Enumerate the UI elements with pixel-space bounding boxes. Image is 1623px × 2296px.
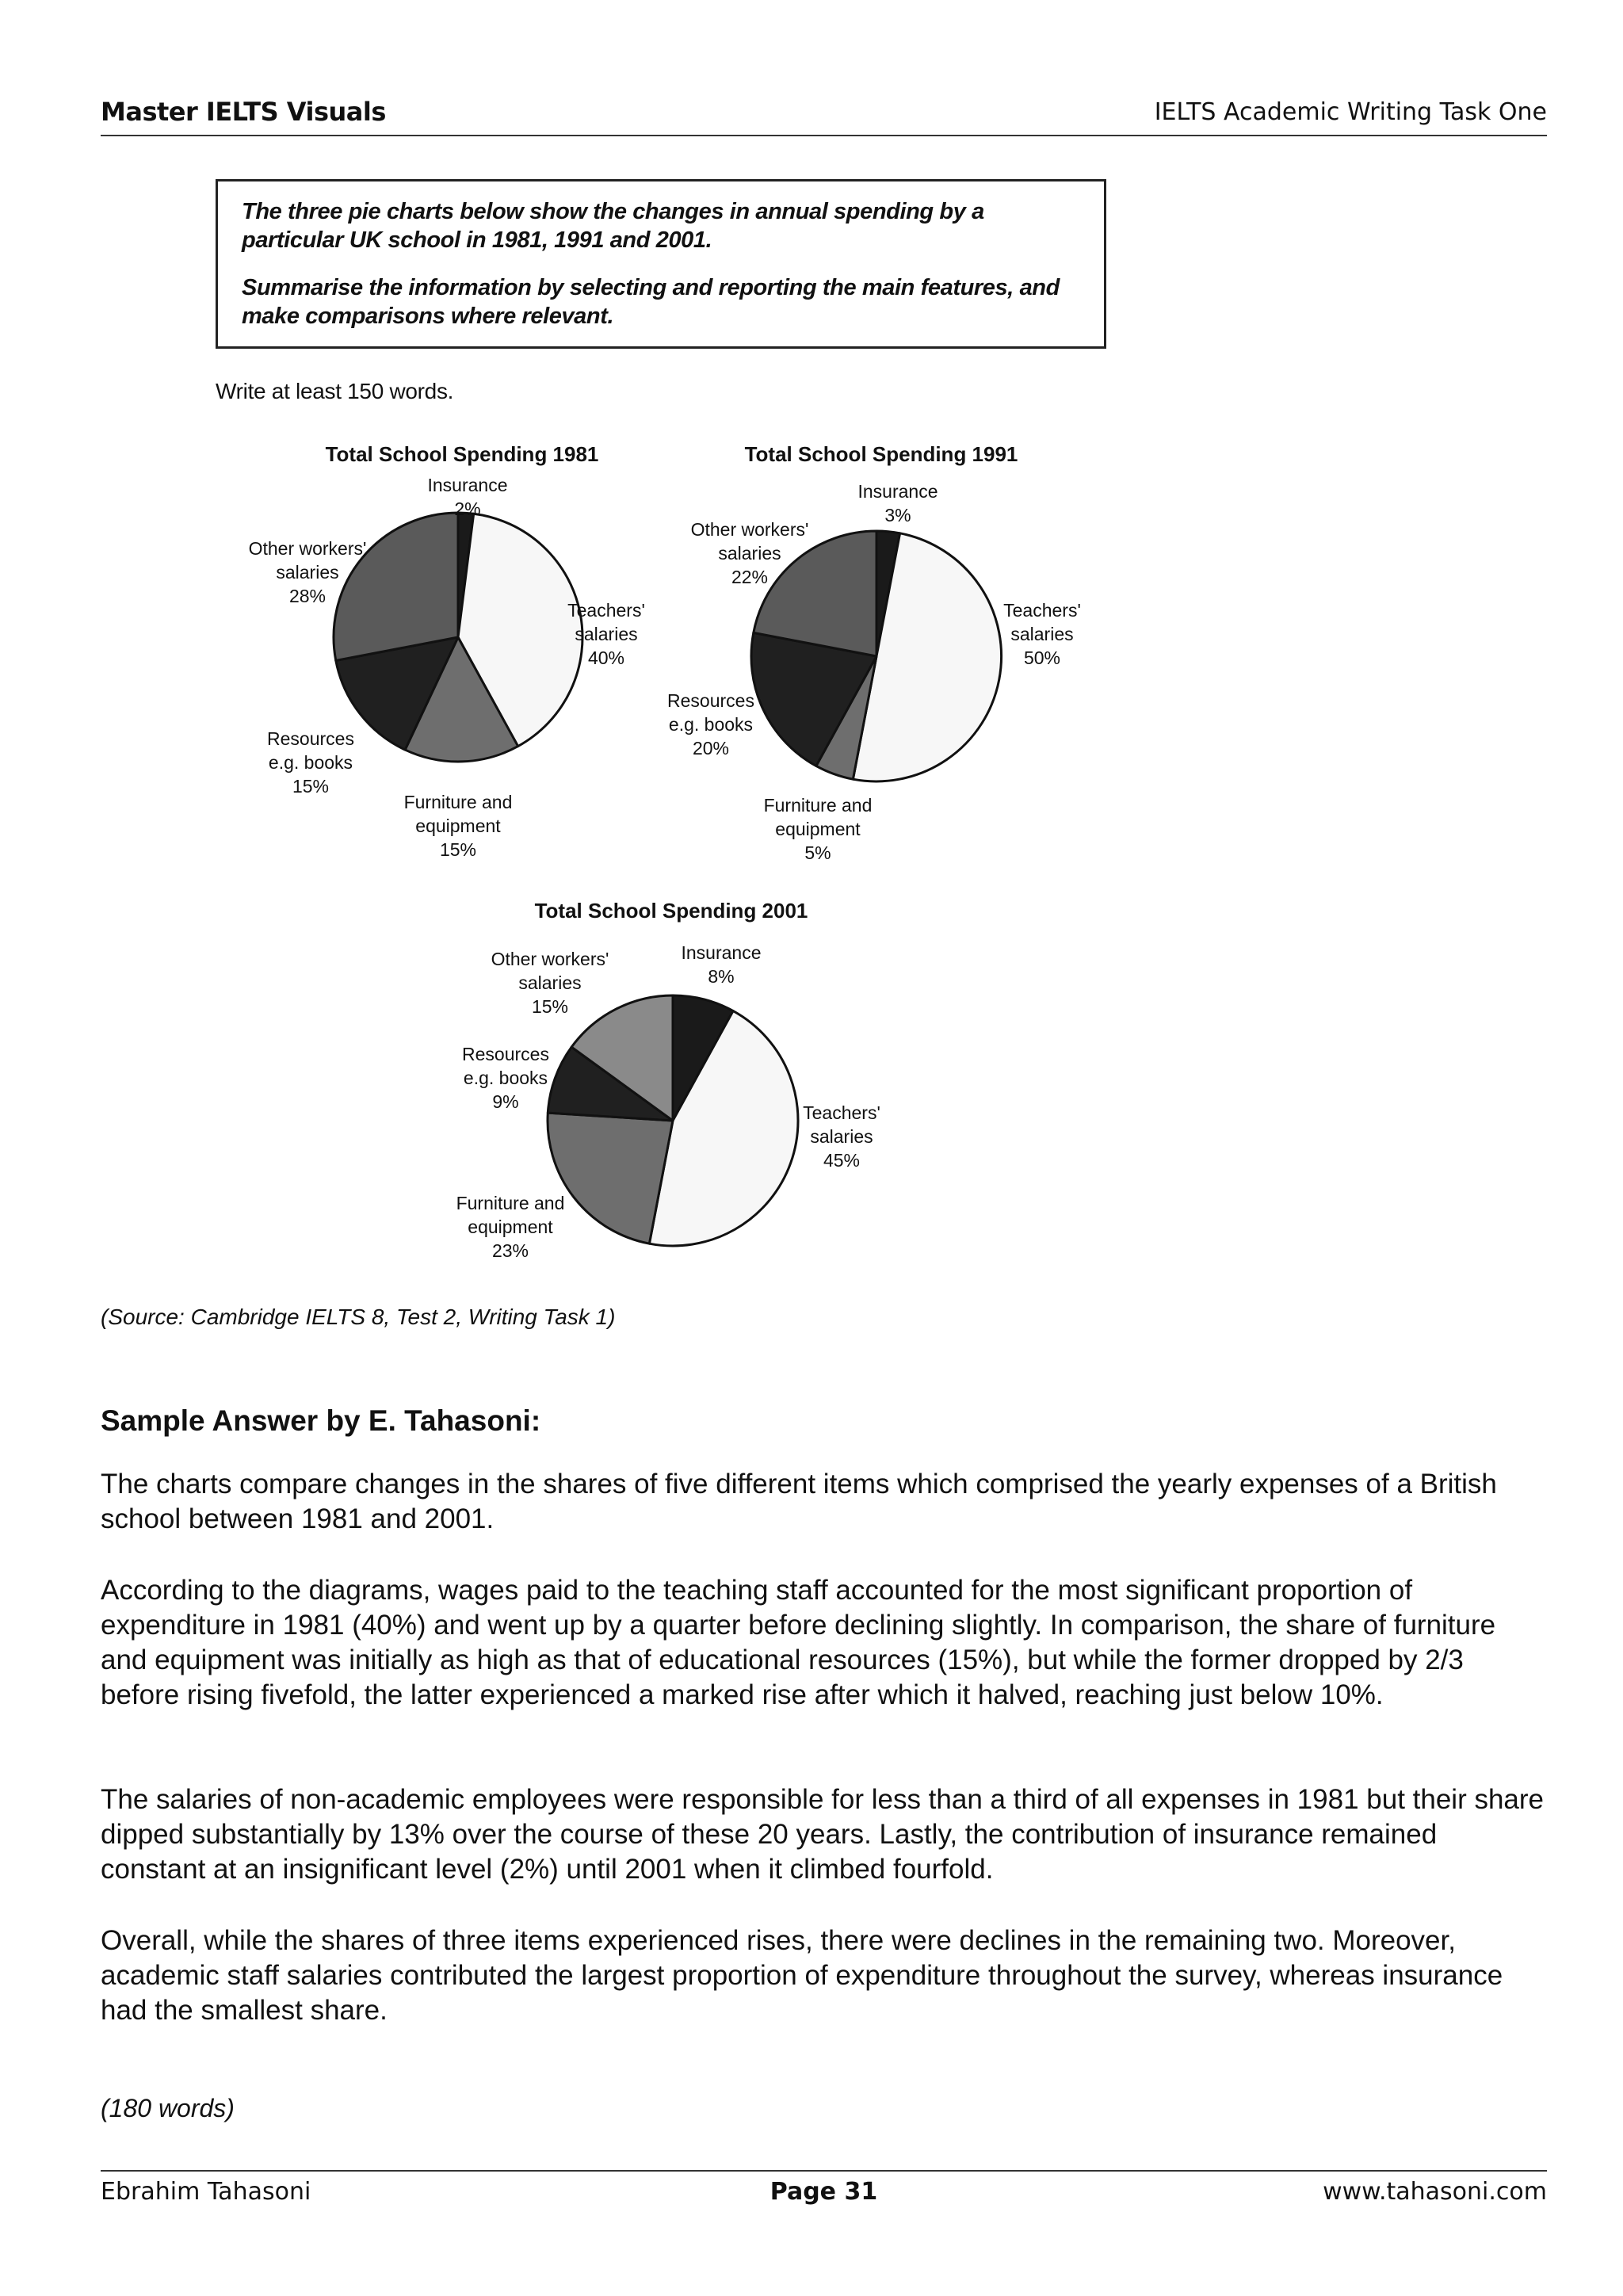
slice-label-other-workers-salaries: Other workers' salaries 22% xyxy=(690,519,809,587)
slice-label-resources-e-g-books: Resources e.g. books 15% xyxy=(267,728,354,797)
word-count: (180 words) xyxy=(101,2094,235,2122)
word-requirement: Write at least 150 words. xyxy=(216,379,454,403)
slice-label-resources-e-g-books: Resources e.g. books 20% xyxy=(667,690,754,758)
slice-label-furniture-and-equipment: Furniture and equipment 5% xyxy=(763,795,873,863)
slice-label-teachers-salaries: Teachers' salaries 50% xyxy=(1003,600,1081,668)
header-book-title: Master IELTS Visuals xyxy=(101,97,386,127)
pie-slice-other-workers-salaries xyxy=(334,513,458,660)
page-footer xyxy=(101,2170,1547,2211)
slice-label-furniture-and-equipment: Furniture and equipment 23% xyxy=(456,1193,565,1261)
answer-paragraph-4: Overall, while the shares of three items experienced rises, there were declines in the remaining two. Moreover, academic staff salaries contributed the largest proportion of expenditure throughout the survey, whereas insurance had the smallest share. xyxy=(101,1925,1503,2026)
slice-label-insurance: Insurance 3% xyxy=(857,481,938,525)
chart-title: Total School Spending 2001 xyxy=(534,899,808,923)
task-prompt-line-1: The three pie charts below show the changes in annual spending by a particular UK school in 1981, 1991 and 2001. xyxy=(242,199,984,253)
slice-label-teachers-salaries: Teachers' salaries 45% xyxy=(803,1102,880,1171)
chart-title: Total School Spending 1991 xyxy=(744,442,1018,466)
answer-paragraph-1: The charts compare changes in the shares of five different items which comprised the yearly expenses of a British school between 1981 and 2001. xyxy=(101,1469,1497,1534)
slice-label-teachers-salaries: Teachers' salaries 40% xyxy=(567,600,645,668)
chart-title: Total School Spending 1981 xyxy=(325,442,599,466)
pie-chart-0 xyxy=(249,442,645,860)
pie-slice-furniture-and-equipment xyxy=(548,1113,673,1244)
slice-label-other-workers-salaries: Other workers' salaries 28% xyxy=(248,538,367,606)
footer-author: Ebrahim Tahasoni xyxy=(101,2178,311,2206)
slice-label-resources-e-g-books: Resources e.g. books 9% xyxy=(462,1044,549,1112)
footer-website: www.tahasoni.com xyxy=(1323,2178,1547,2206)
footer-page-number: Page 31 xyxy=(769,2178,878,2206)
task-prompt-line-2: Summarise the information by selecting and reporting the main features, and make comparisons where relevant. xyxy=(242,275,1060,329)
answer-paragraph-3: The salaries of non-academic employees were responsible for less than a third of all expenses in 1981 but their share dipped substantially by 13% over the course of these 20 years. Lastly, the contribution of insurance remained constant at an insignificant level (2%) until 2001 when it climbed fourfold. xyxy=(101,1784,1545,1885)
slice-label-furniture-and-equipment: Furniture and equipment 15% xyxy=(403,792,513,860)
slice-label-insurance: Insurance 2% xyxy=(427,475,508,519)
slice-label-insurance: Insurance 8% xyxy=(681,942,762,987)
answer-paragraph-2: According to the diagrams, wages paid to the teaching staff accounted for the most significant proportion of expenditure in 1981 (40%) and went up by a quarter before declining slightly. In comparison, the share of furniture and equipment was initially as high as that of educational resources (15%), but while the former dropped by 2/3 before rising fivefold, the latter experienced a marked rise after which it halved, reaching just below 10%. xyxy=(101,1575,1496,1710)
pie-chart-1 xyxy=(667,442,1081,863)
slice-label-other-workers-salaries: Other workers' salaries 15% xyxy=(491,949,609,1017)
header-section-title: IELTS Academic Writing Task One xyxy=(1154,98,1547,126)
pie-chart-2 xyxy=(456,899,880,1261)
answer-heading: Sample Answer by E. Tahasoni: xyxy=(101,1404,541,1437)
source-citation: (Source: Cambridge IELTS 8, Test 2, Writing Task 1) xyxy=(101,1305,616,1329)
